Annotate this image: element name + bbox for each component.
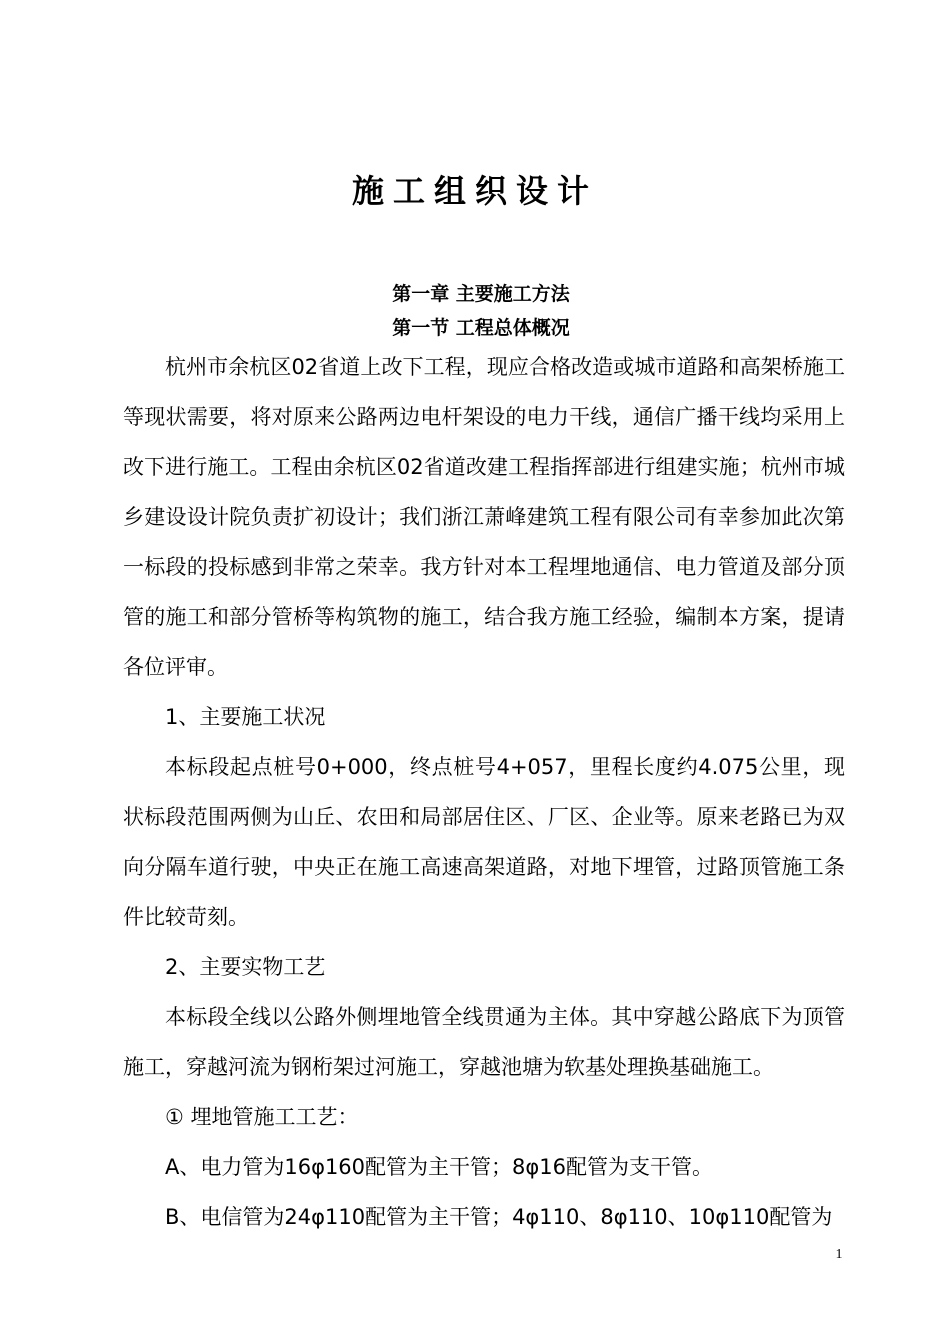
document-title: 施工组织设计: [351, 172, 598, 210]
page-number: 1: [835, 1247, 843, 1262]
list-item-power-pipe: A、电力管为16φ160配管为主干管；8φ16配管为支干管。: [165, 1155, 713, 1179]
paragraph-main-processes: 本标段全线以公路外侧埋地管全线贯通为主体。其中穿越公路底下为顶管施工，穿越河流为钢桁架过河施工，穿越池塘为软基处理换基础施工。: [123, 1005, 845, 1079]
paragraph-construction-status: 本标段起点桩号0+000，终点桩号4+057，里程长度约4.075公里，现状标段范围两侧为山丘、农田和局部居住区、厂区、企业等。原来老路已为双向分隔车道行驶，中央正在施工高速高架道路，对地下埋管，过路顶管施工条件比较苛刻。: [123, 755, 845, 929]
subheading-buried-pipe-process: ① 埋地管施工工艺：: [165, 1105, 359, 1129]
list-item-telecom-pipe: B、电信管为24φ110配管为主干管；4φ110、8φ110、10φ110配管为: [165, 1205, 833, 1229]
chapter-heading: 第一章 主要施工方法: [392, 283, 570, 305]
subheading-construction-status: 1、主要施工状况: [165, 705, 326, 729]
subheading-main-processes: 2、主要实物工艺: [165, 955, 326, 979]
section-heading: 第一节 工程总体概况: [392, 317, 570, 339]
body-text: [123, 342, 845, 1242]
paragraph-overview: 杭州市余杭区02省道上改下工程，现应合格改造或城市道路和高架桥施工等现状需要，将对原来公路两边电杆架设的电力干线，通信广播干线均采用上改下进行施工。工程由余杭区02省道改建工程指挥部进行组建实施；杭州市城乡建设设计院负责扩初设计；我们浙江萧峰建筑工程有限公司有幸参加此次第一标段的投标感到非常之荣幸。我方针对本工程埋地通信、电力管道及部分顶管的施工和部分管桥等构筑物的施工，结合我方施工经验，编制本方案，提请各位评审。: [123, 355, 845, 679]
